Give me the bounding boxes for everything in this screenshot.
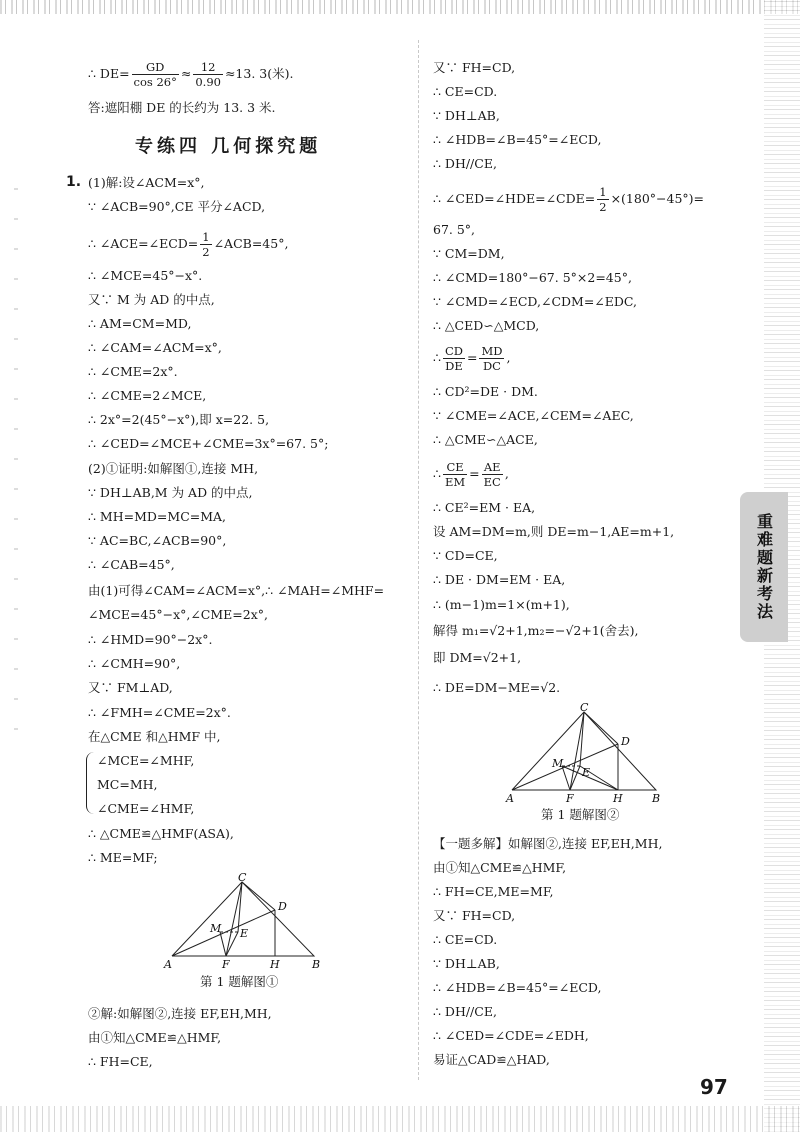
text: ∴ — [433, 350, 441, 365]
fraction — [443, 460, 467, 489]
solution-line: ∴ ∠HMD=90°−2x°. — [88, 632, 213, 647]
label-H: H — [270, 958, 280, 971]
solution-line: ∴ △CME∽△ACE, — [433, 432, 538, 447]
fraction-half — [200, 230, 211, 259]
fraction — [193, 60, 223, 89]
frac-num: MD — [481, 344, 503, 358]
solution-line: 【一题多解】如解图②,连接 EF,EH,MH, — [433, 836, 663, 851]
solution-line — [88, 230, 288, 259]
frac-den: DC — [482, 359, 501, 373]
system-line: ∠CME=∠HMF, — [97, 801, 195, 816]
label-F: F — [566, 792, 574, 804]
frac-num: CE — [443, 460, 467, 475]
fraction — [482, 460, 503, 489]
frac-num: CD — [444, 344, 463, 358]
solution-line — [433, 185, 704, 214]
solution-line: ∴ △CED∽△MCD, — [433, 318, 540, 333]
fraction — [479, 344, 504, 373]
label-H: H — [613, 792, 623, 804]
solution-line: ∴ ∠CED=∠MCE+∠CME=3x°=67. 5°; — [88, 436, 329, 451]
label-E: E — [582, 766, 591, 779]
system-line: ∠MCE=∠MHF, — [97, 753, 195, 768]
solution-line: 即 DM=√2+1, — [433, 650, 522, 665]
solution-line: ∴ (m−1)m=1×(m+1), — [433, 597, 570, 612]
solution-line: ∴ ∠HDB=∠B=45°=∠ECD, — [433, 132, 602, 147]
label-F: F — [222, 958, 230, 971]
solution-line: 又∵ FH=CD, — [433, 60, 516, 75]
solution-line: 由①知△CME≌△HMF, — [433, 860, 567, 875]
solution-line: ∴ DE · DM=EM · EA, — [433, 572, 566, 587]
frac-den: 2 — [599, 200, 607, 214]
qnum: 1. — [66, 174, 82, 190]
label-M: M — [552, 757, 564, 770]
approx: ≈ — [180, 66, 192, 81]
solution-line: ∵ CD=CE, — [433, 548, 498, 563]
solution-line: ∵ ∠CMD=∠ECD,∠CDM=∠EDC, — [433, 294, 638, 309]
side-tab-label: 重难题新考法 — [754, 513, 774, 621]
solution-line: ∴ ∠CED=∠CDE=∠EDH, — [433, 1028, 589, 1043]
label-D: D — [278, 900, 287, 913]
solution-line: ∴ DH//CE, — [433, 1004, 497, 1019]
frac-num: 12 — [193, 60, 223, 75]
label-C: C — [580, 701, 589, 714]
solution-line: ∠MCE=45°−x°,∠CME=2x°, — [88, 607, 268, 622]
solution-line: 解得 m₁=√2+1,m₂=−√2+1(舍去), — [433, 623, 639, 638]
answer-line: 答:遮阳棚 DE 的长约为 13. 3 米. — [88, 100, 276, 115]
frac-num: 1 — [202, 230, 210, 244]
solution-line: 由(1)可得∠CAM=∠ACM=x°,∴ ∠MAH=∠MHF= — [88, 583, 385, 598]
solution-line: ∴ DE=DM−ME=√2. — [433, 680, 561, 695]
label-A: A — [506, 792, 514, 804]
solution-line: ∴ CD²=DE · DM. — [433, 384, 538, 399]
text: ∴ ∠CED=∠HDE=∠CDE= — [433, 191, 596, 206]
frac-den: EM — [444, 475, 466, 489]
frac-den: EC — [483, 475, 501, 489]
solution-line: 由①知△CME≌△HMF, — [88, 1030, 222, 1045]
binding-dots — [14, 170, 18, 730]
label-M: M — [210, 922, 222, 935]
solution-line: ∴ ∠CMH=90°, — [88, 656, 181, 671]
label-D: D — [621, 735, 630, 748]
frac-num: 1 — [599, 185, 607, 199]
solution-line: ∴ AM=CM=MD, — [88, 316, 192, 331]
fraction — [443, 344, 465, 373]
de-equation — [88, 60, 293, 89]
fraction — [132, 60, 179, 89]
fraction-half — [597, 185, 608, 214]
solution-line: ∴ ∠FMH=∠CME=2x°. — [88, 705, 231, 720]
solution-line: ∴ ∠CME=2x°. — [88, 364, 178, 379]
solution-line: ②解:如解图②,连接 EF,EH,MH, — [88, 1006, 272, 1021]
solution-line: ∵ CM=DM, — [433, 246, 505, 261]
label-A: A — [164, 958, 172, 971]
figure-1-caption: 第 1 题解图① — [200, 974, 279, 989]
text: ∠ACB=45°, — [213, 236, 289, 251]
solution-line: ∴ FH=CE,ME=MF, — [433, 884, 554, 899]
solution-line: (1)解:设∠ACM=x°, — [88, 175, 205, 190]
de-expr: ∴ DE= — [88, 66, 130, 81]
system-line: MC=MH, — [97, 777, 158, 792]
solution-line: ∵ DH⊥AB, — [433, 108, 500, 123]
section-title: 专练四 几何探究题 — [135, 136, 322, 157]
figure-1 — [160, 872, 330, 972]
solution-line: ∴ CE=CD. — [433, 932, 498, 947]
solution-line: ∵ AC=BC,∠ACB=90°, — [88, 533, 227, 548]
frac-num: AE — [482, 460, 503, 475]
solution-line: ∴ ∠CME=2∠MCE, — [88, 388, 207, 403]
solution-line: 67. 5°, — [433, 222, 476, 237]
system-brace — [86, 752, 95, 814]
solution-line: 又∵ M 为 AD 的中点, — [88, 292, 215, 307]
label-B: B — [652, 792, 661, 804]
frac-den: 2 — [202, 245, 210, 259]
solution-line: ∴ ∠CAB=45°, — [88, 557, 175, 572]
solution-line: ∵ DH⊥AB,M 为 AD 的中点, — [88, 485, 253, 500]
solution-line: ∴ DH//CE, — [433, 156, 497, 171]
label-C: C — [238, 872, 247, 884]
figure-2 — [500, 700, 670, 804]
solution-line: 又∵ FM⊥AD, — [88, 680, 173, 695]
solution-line: ∴ ∠CAM=∠ACM=x°, — [88, 340, 222, 355]
solution-line: ∴ MH=MD=MC=MA, — [88, 509, 227, 524]
column-divider — [418, 40, 419, 1080]
solution-line: ∴ $\frac{CE}{EM}$ = $\frac{AE}{EC}$ , — [433, 460, 509, 489]
solution-line: ∴ △CME≌△HMF(ASA), — [88, 826, 234, 841]
solution-line: (2)①证明:如解图①,连接 MH, — [88, 461, 259, 476]
label-B: B — [312, 958, 321, 971]
solution-line: ∴ ∠MCE=45°−x°. — [88, 268, 203, 283]
solution-line: 设 AM=DM=m,则 DE=m−1,AE=m+1, — [433, 524, 675, 539]
solution-line: 易证△CAD≌△HAD, — [433, 1052, 550, 1067]
text: ×(180°−45°)= — [610, 191, 705, 206]
solution-line: ∵ ∠CME=∠ACE,∠CEM=∠AEC, — [433, 408, 634, 423]
solution-line: ∴ CE=CD. — [433, 84, 498, 99]
scan-noise-bottom — [0, 1106, 800, 1132]
question-number — [66, 174, 81, 190]
frac-den: DE — [445, 359, 463, 373]
solution-line: ∵ ∠ACB=90°,CE 平分∠ACD, — [88, 199, 266, 214]
solution-line: ∴ CE²=EM · EA, — [433, 500, 536, 515]
frac-num: GD — [132, 60, 179, 75]
solution-line: ∴ ∠CMD=180°−67. 5°×2=45°, — [433, 270, 632, 285]
solution-line: ∴ $\frac{CD}{DE}$ = $\frac{MD}{DC}$ , — [433, 344, 511, 373]
solution-line: ∴ ∠HDB=∠B=45°=∠ECD, — [433, 980, 602, 995]
solution-line: 在△CME 和△HMF 中, — [88, 729, 221, 744]
frac-den: cos 26° — [133, 75, 177, 89]
text: ∴ — [433, 466, 441, 481]
approx-result: ≈13. 3(米). — [224, 66, 294, 81]
solution-line: ∴ FH=CE, — [88, 1054, 153, 1069]
page-number: 97 — [700, 1075, 728, 1099]
solution-line: ∴ 2x°=2(45°−x°),即 x=22. 5, — [88, 412, 270, 427]
label-E: E — [240, 927, 249, 940]
side-section-tab — [740, 492, 788, 642]
solution-line: ∵ DH⊥AB, — [433, 956, 500, 971]
scan-noise-top — [0, 0, 800, 14]
figure-2-caption: 第 1 题解图② — [541, 807, 620, 822]
text: ∴ ∠ACE=∠ECD= — [88, 236, 199, 251]
frac-den: 0.90 — [195, 75, 221, 89]
solution-line: ∴ ME=MF; — [88, 850, 158, 865]
solution-line: 又∵ FH=CD, — [433, 908, 516, 923]
